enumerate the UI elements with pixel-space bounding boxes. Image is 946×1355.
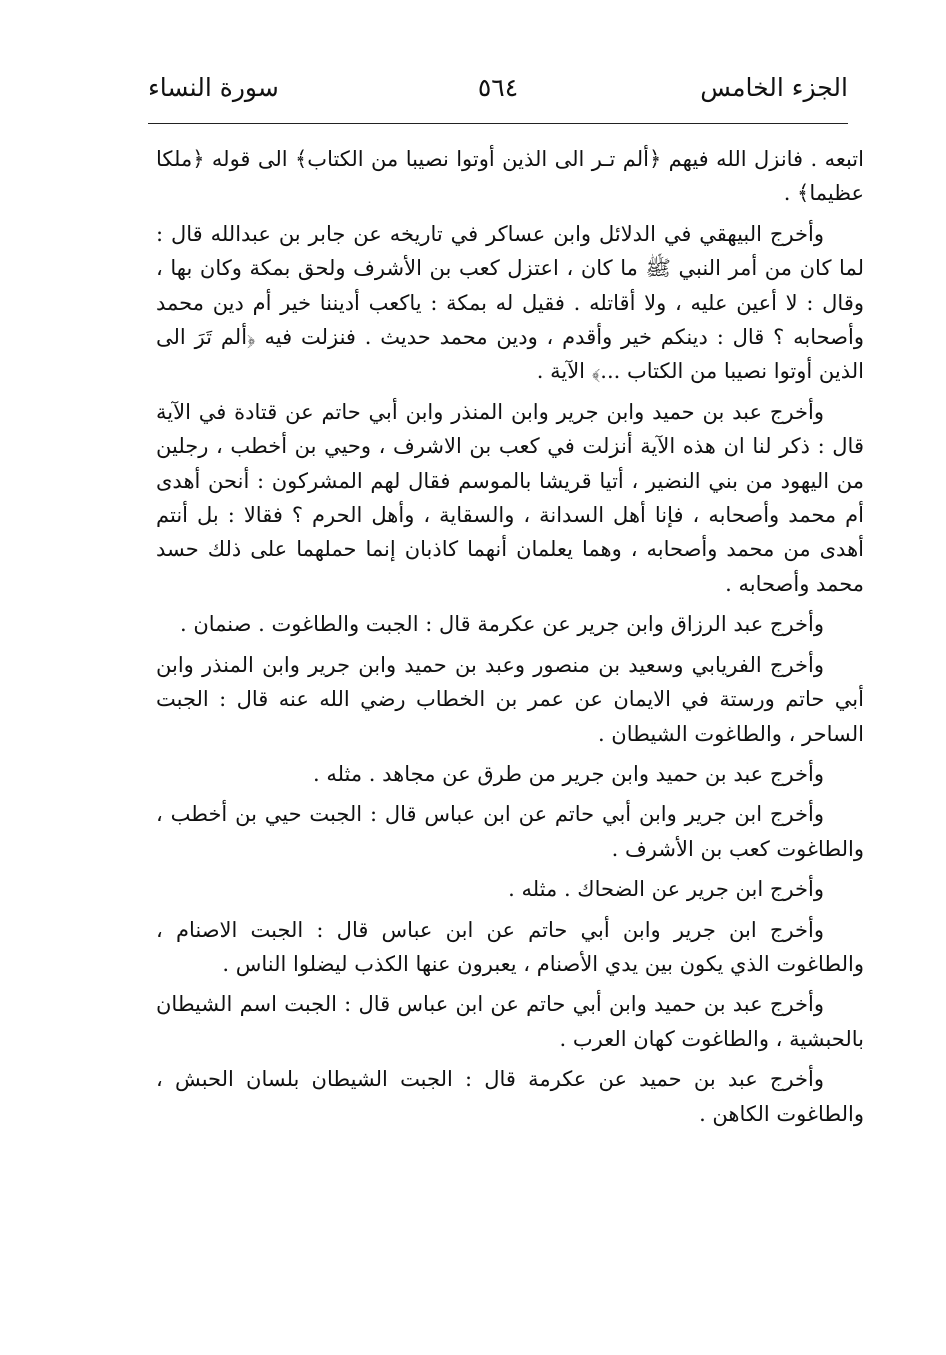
paragraph-continuation: اتبعه . فانزل الله فيهم ﴿ألم تـر الى الذين أوتوا نصيبا من الكتاب﴾ الى قوله ﴿ملكا عظيما﴾ .	[156, 147, 864, 206]
page-header	[148, 68, 848, 118]
page-body	[156, 142, 864, 1137]
paragraph: وأخرج ابن جرير وابن أبي حاتم عن ابن عباس قال : الجبت حيي بن أخطب ، والطاغوت كعب بن الأشرف .	[156, 802, 864, 861]
header-divider	[148, 123, 848, 124]
paragraph: وأخرج عبد بن حميد عن عكرمة قال : الجبت الشيطان بلسان الحبش ، والطاغوت الكاهن .	[156, 1067, 864, 1126]
paragraph: وأخرج الفريابي وسعيد بن منصور وعبد بن حميد وابن جرير وابن المنذر وابن أبي حاتم ورستة في الايمان عن عمر بن الخطاب رضي الله عنه قال : الجبت الساحر ، والطاغوت الشيطان .	[156, 652, 864, 746]
paragraph: وأخرج البيهقي في الدلائل وابن عساكر في تاريخه عن جابر بن عبدالله قال : لما كان من أمر النبي ﷺ ما كان ، اعتزل كعب بن الأشرف ولحق بمكة وكان بها ، وقال : لا أعين عليه ، ولا أقاتله . فقيل له بمكة : ياكعب أديننا خير أم دين محمد وأصحابه ؟ قال : دينكم خير وأقدم ، ودين محمد حديث . فنزلت فيه ﴿ألم تَرَ الى الذين أوتوا نصيبا من الكتاب ...﴾ الآية .	[156, 221, 864, 384]
part-title: الجزء الخامس	[700, 73, 848, 102]
page-number: ٥٦٤	[477, 73, 519, 102]
paragraph: وأخرج عبد بن حميد وابن أبي حاتم عن ابن عباس قال : الجبت اسم الشيطان بالحبشية ، والطاغوت كهان العرب .	[156, 992, 864, 1051]
paragraph: وأخرج عبد بن حميد وابن جرير من طرق عن مجاهد . مثله .	[312, 761, 824, 786]
paragraph: وأخرج عبد الرزاق وابن جرير عن عكرمة قال : الجبت والطاغوت . صنمان .	[180, 612, 824, 637]
paragraph: وأخرج عبد بن حميد وابن جرير وابن المنذر وابن أبي حاتم عن قتادة في الآية قال : ذكر لنا ان هذه الآية أنزلت في كعب بن الاشرف ، وحيي بن أخطب ، رجلين من اليهود من بني النضير ، أتيا قريشا بالموسم فقال لهم المشركون : أنحن أهدى أم محمد وأصحابه ، فإنا أهل السدانة ، والسقاية ، وأهل الحرم ؟ فقالا : بل أنتم أهدى من محمد وأصحابه ، وهما يعلمان أنهما كاذبان إنما حملهما على ذلك حسد محمد وأصحابه .	[156, 399, 864, 596]
surah-title: سورة النساء	[148, 73, 279, 102]
paragraph: وأخرج ابن جرير وابن أبي حاتم عن ابن عباس قال : الجبت الاصنام ، والطاغوت الذي يكون بين يدي الأصنام ، يعبرون عنها الكذب ليضلوا الناس .	[156, 917, 864, 976]
paragraph: وأخرج ابن جرير عن الضحاك . مثله .	[508, 877, 824, 902]
